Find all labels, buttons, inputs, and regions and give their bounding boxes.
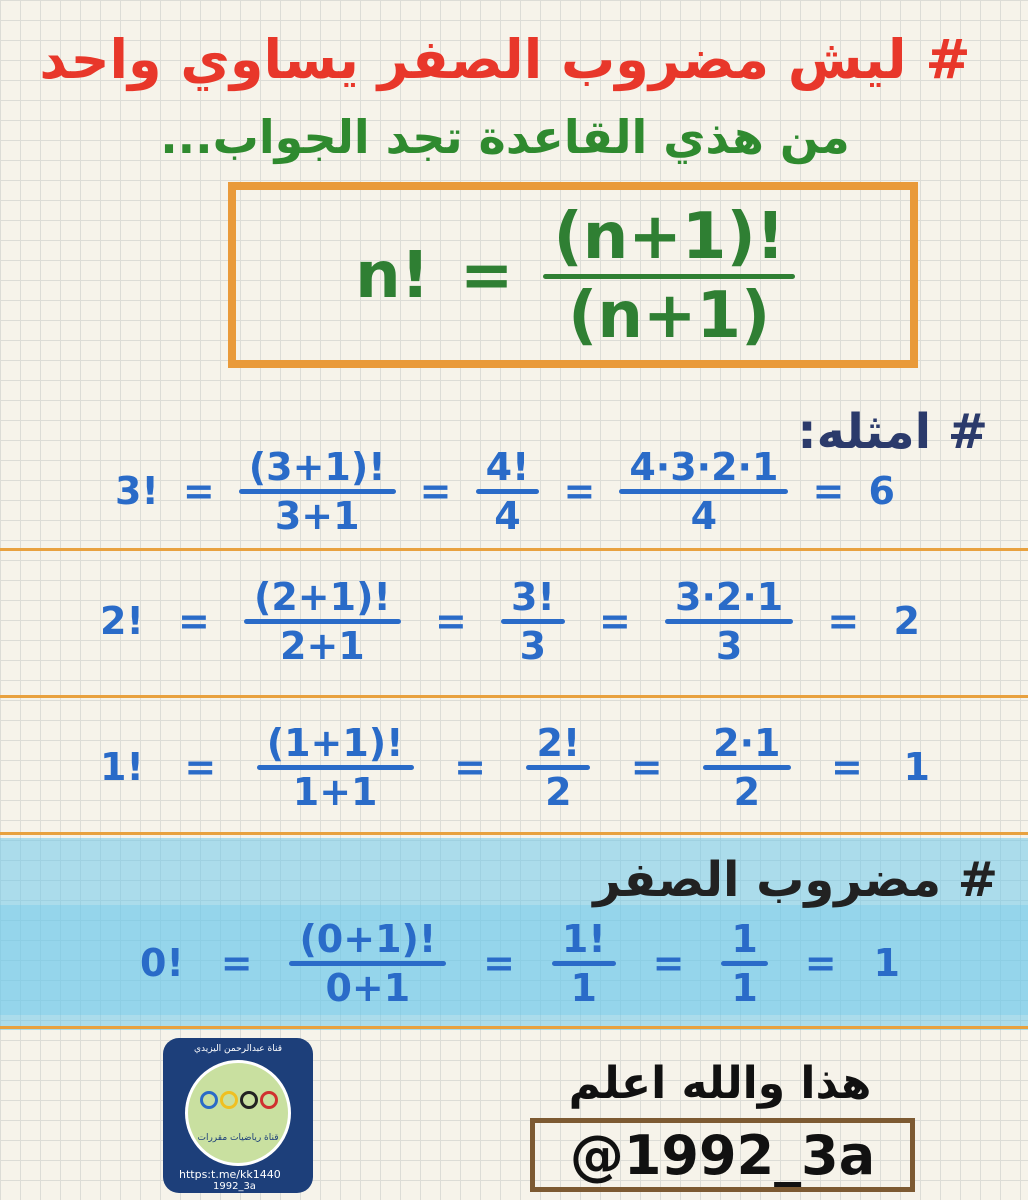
zero-lhs: 0! [140, 941, 184, 985]
example-fraction [244, 575, 401, 668]
logo-bottom-text: قناة رياضيات مقررات [197, 1133, 279, 1143]
formula-fraction [543, 200, 794, 353]
logo-circle [185, 1060, 291, 1166]
zero-heading: # مضروب الصفر [593, 852, 998, 908]
page-subtitle: من هذي القاعدة تجد الجواب... [160, 110, 850, 164]
formula-equals: = [459, 239, 514, 313]
example-result: 1 [903, 745, 930, 789]
logo-twitter: 1992_3a [213, 1181, 256, 1192]
fraction-denominator: 2 [545, 769, 572, 814]
formula [250, 196, 900, 356]
divider-line [0, 832, 1028, 835]
example-row-1: 3! = (3+1)! 3+1 = 4! 4 = 4·3·2·1 4 = 6 [115, 444, 895, 538]
fraction-denominator: 2 [733, 769, 761, 814]
fraction-numerator: 2·1 [713, 720, 781, 765]
zero-fraction [721, 917, 767, 1010]
example-lhs: 3! [115, 469, 159, 513]
formula-lhs: n! [355, 239, 430, 313]
zero-result: 1 [873, 941, 900, 985]
zero-fraction [289, 917, 446, 1010]
example-fraction [257, 721, 414, 814]
olympic-rings-icon [200, 1091, 278, 1109]
fraction-numerator: (1+1)! [266, 720, 404, 765]
fraction-denominator: 1+1 [292, 769, 378, 814]
formula-denominator: (n+1) [568, 278, 771, 353]
example-fraction [526, 721, 590, 814]
examples-heading: # امثله: [797, 404, 988, 460]
divider-line [0, 1026, 1028, 1029]
formula-numerator: (n+1)! [553, 199, 785, 274]
example-fraction [619, 445, 788, 538]
fraction-denominator: 3 [715, 623, 743, 668]
example-result: 6 [868, 469, 895, 513]
zero-row: 0! = (0+1)! 0+1 = 1! 1 = 1 1 = 1 [140, 916, 900, 1010]
example-result: 2 [893, 599, 920, 643]
example-fraction [476, 445, 540, 538]
fraction-numerator: 4·3·2·1 [629, 444, 779, 489]
example-fraction [665, 575, 793, 668]
fraction-denominator: 1 [731, 965, 758, 1010]
example-lhs: 1! [100, 745, 144, 789]
fraction-denominator: 3+1 [274, 493, 360, 538]
example-lhs: 2! [100, 599, 144, 643]
example-fraction [703, 721, 790, 814]
divider-line [0, 695, 1028, 698]
channel-logo [163, 1038, 313, 1193]
example-fraction [239, 445, 396, 538]
fraction-numerator: 3·2·1 [675, 574, 784, 619]
fraction-denominator: 3 [519, 623, 547, 668]
logo-link: https:t.me/kk1440 [179, 1168, 281, 1181]
zero-fraction [552, 917, 616, 1010]
fraction-denominator: 2+1 [280, 623, 365, 668]
fraction-numerator: (3+1)! [248, 444, 386, 489]
page-title: # ليش مضروب الصفر يساوي واحد [39, 28, 971, 91]
fraction-numerator: 2! [536, 720, 581, 765]
fraction-numerator: 3! [511, 574, 555, 619]
fraction-numerator: 1! [561, 916, 606, 961]
fraction-denominator: 0+1 [325, 965, 411, 1010]
example-fraction [501, 575, 565, 668]
signoff-text: هذا والله اعلم [568, 1058, 872, 1109]
fraction-numerator: 4! [485, 444, 530, 489]
logo-top-text: قناة عبدالرحمن اليزيدي [193, 1044, 283, 1054]
handle-text: @1992_3a [569, 1123, 876, 1187]
fraction-numerator: (0+1)! [299, 916, 437, 961]
example-row-3: 1! = (1+1)! 1+1 = 2! 2 = 2·1 2 = 1 [100, 720, 930, 814]
fraction-denominator: 1 [570, 965, 597, 1010]
fraction-numerator: (2+1)! [254, 574, 391, 619]
handle-box [530, 1118, 915, 1192]
fraction-numerator: 1 [731, 916, 758, 961]
fraction-denominator: 4 [494, 493, 521, 538]
fraction-denominator: 4 [690, 493, 718, 538]
example-row-2: 2! = (2+1)! 2+1 = 3! 3 = 3·2·1 3 = 2 [100, 574, 920, 668]
divider-line [0, 548, 1028, 551]
